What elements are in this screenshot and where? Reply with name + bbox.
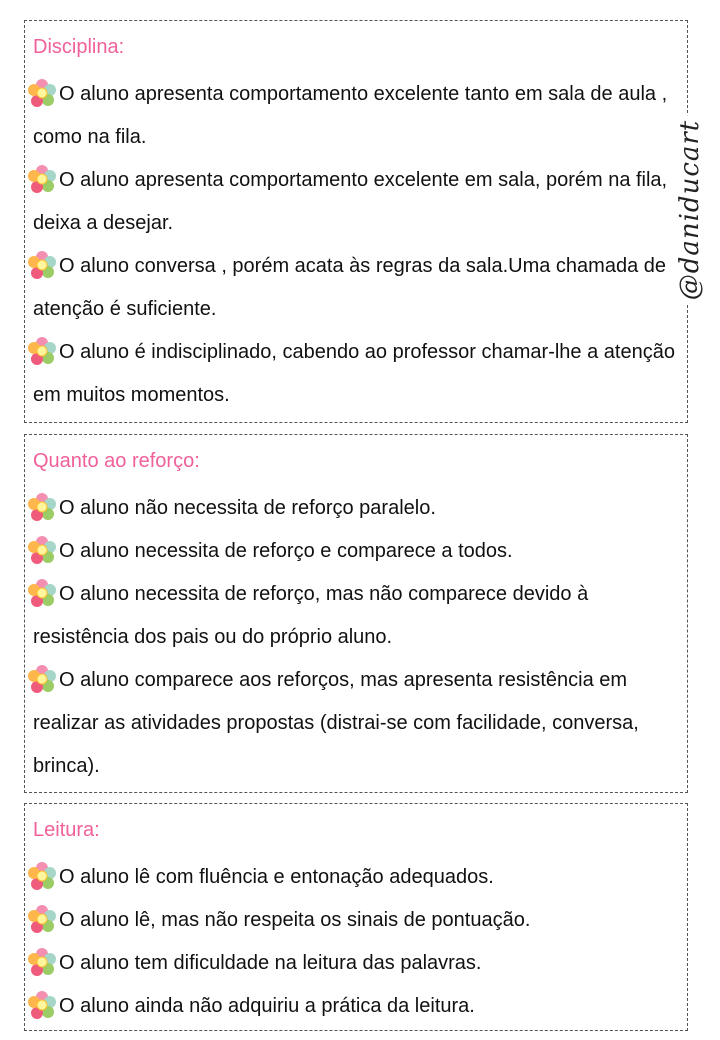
list-item: O aluno necessita de reforço, mas não comparece devido à resistência dos pais ou do próprio aluno.	[33, 573, 679, 659]
list-item: O aluno não necessita de reforço paralelo.	[33, 487, 679, 530]
flower-icon	[27, 336, 57, 366]
list-item: O aluno apresenta comportamento excelente em sala, porém na fila, deixa a desejar.	[33, 159, 679, 245]
watermark: @daniducart	[675, 116, 705, 305]
list-item: O aluno lê com fluência e entonação adequados.	[33, 856, 679, 899]
flower-icon	[27, 492, 57, 522]
flower-icon	[27, 904, 57, 934]
section-leitura	[24, 803, 688, 1031]
list-item: O aluno apresenta comportamento excelente tanto em sala de aula , como na fila.	[33, 73, 679, 159]
list-item: O aluno é indisciplinado, cabendo ao professor chamar-lhe a atenção em muitos momentos.	[33, 331, 679, 417]
section-title: Disciplina:	[33, 36, 125, 58]
section-reforco	[24, 434, 688, 793]
flower-icon	[27, 578, 57, 608]
section-title: Leitura:	[33, 819, 100, 841]
section-title: Quanto ao reforço:	[33, 450, 200, 472]
list-item: O aluno necessita de reforço e comparece a todos.	[33, 530, 679, 573]
flower-icon	[27, 250, 57, 280]
list-item: O aluno conversa , porém acata às regras da sala.Uma chamada de atenção é suficiente.	[33, 245, 679, 331]
flower-icon	[27, 990, 57, 1020]
list-item: O aluno tem dificuldade na leitura das palavras.	[33, 942, 679, 985]
list-item: O aluno comparece aos reforços, mas apresenta resistência em realizar as atividades propostas (distrai-se com facilidade, conversa, brinca).	[33, 659, 679, 788]
section-disciplina	[24, 20, 688, 423]
flower-icon	[27, 947, 57, 977]
flower-icon	[27, 861, 57, 891]
flower-icon	[27, 535, 57, 565]
flower-icon	[27, 664, 57, 694]
flower-icon	[27, 78, 57, 108]
flower-icon	[27, 164, 57, 194]
list-item: O aluno ainda não adquiriu a prática da leitura.	[33, 985, 679, 1028]
list-item: O aluno lê, mas não respeita os sinais de pontuação.	[33, 899, 679, 942]
